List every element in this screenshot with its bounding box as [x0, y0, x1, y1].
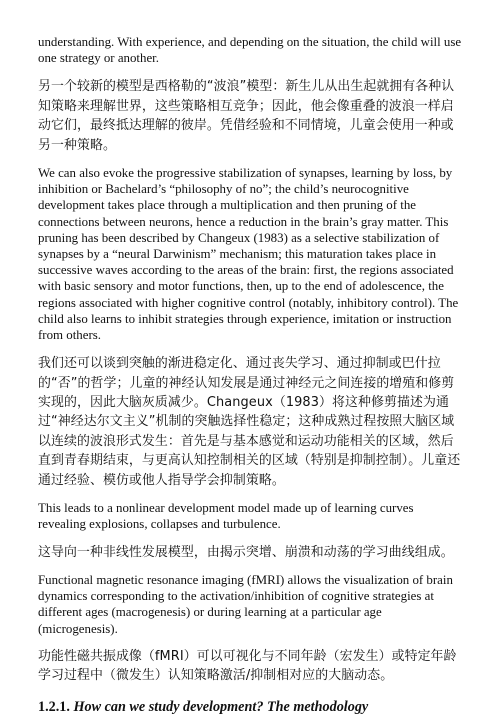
document-page [38, 34, 462, 716]
paragraph-en-2: We can also evoke the progressive stabilization of synapses, learning by loss, by inhibition or Bachelard’s “philosophy of no”; the child’s neurocognitive development takes place through a multiplication and then pruning of the connections between neurons, hence a reduction in the brain’s gray matter. This pruning has been described by Changeux (1983) as a selective stabilization of synapses by a “neural Darwinism” mechanism; this maturation takes place in successive waves according to the areas of the brain: first, the regions associated with basic sensory and motor functions, then, up to the end of adolescence, the regions associated with higher cognitive control (notably, inhibitory control). The child also learns to inhibit strategies through experience, imitation or instruction from others. [38, 166, 459, 343]
section-number: 1.2.1. [38, 698, 70, 715]
paragraph-en-3: This leads to a nonlinear development model made up of learning curves revealing explosions, collapses and turbulence. [38, 501, 414, 532]
paragraph-zh-1: 另一个较新的模型是西格勒的“波浪”模型：新生儿从出生起就拥有各种认知策略来理解世界，这些策略相互竞争；因此，他会像重叠的波浪一样启动它们，最终抵达理解的彼岸。凭借经验和不同情境，儿童会使用一种或另一种策略。 [38, 79, 455, 153]
section-heading [38, 698, 462, 716]
paragraph-en-1: understanding. With experience, and depending on the situation, the child will use one strategy or another. [38, 35, 462, 66]
paragraph-zh-3: 这导向一种非线性发展模型，由揭示突增、崩溃和动荡的学习曲线组成。 [38, 544, 454, 560]
paragraph-en-4: Functional magnetic resonance imaging (fMRI) allows the visualization of brain dynamics corresponding to the activation/inhibition of cognitive strategies at different ages (macrogenesis) or during learning at a particular age (microgenesis). [38, 572, 453, 636]
paragraph-zh-4: 功能性磁共振成像（fMRI）可以可视化与不同年龄（宏发生）或特定年龄学习过程中（微发生）认知策略激活/抑制相对应的大脑动态。 [38, 648, 457, 684]
paragraph-zh-2: 我们还可以谈到突触的渐进稳定化、通过丧失学习、通过抑制或巴什拉的“否”的哲学；儿童的神经认知发展是通过神经元之间连接的增殖和修剪实现的，因此大脑灰质减少。Changeux（1983）将这种修剪描述为通过“神经达尔文主义”机制的突触选择性稳定；这种成熟过程按照大脑区域以连续的波浪形式发生：首先是与基本感觉和运动功能相关的区域，然后直到青春期结束，与更高认知控制相关的区域（特别是抑制控制）。儿童还通过经验、模仿或他人指导学会抑制策略。 [38, 356, 461, 488]
section-title: How can we study development? The methodology [73, 698, 369, 715]
